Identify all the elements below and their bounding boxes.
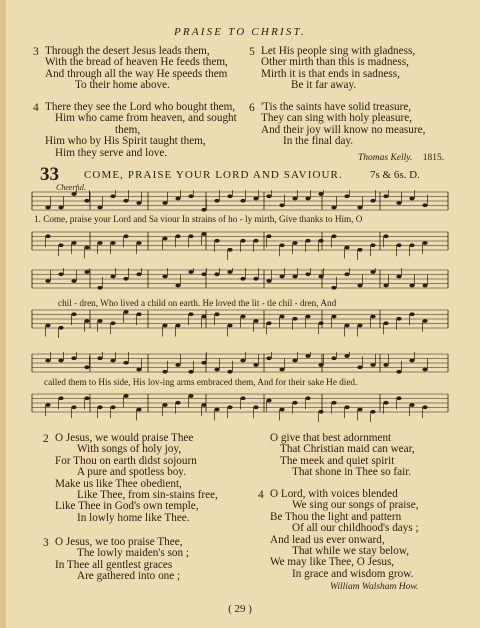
note-head — [175, 197, 180, 201]
year: 1815. — [422, 153, 445, 163]
note-head — [344, 354, 349, 358]
note-head — [370, 199, 375, 203]
note-head — [331, 401, 336, 405]
verse-3 — [33, 45, 228, 92]
verse-line: The lowly maiden's son ; — [77, 547, 190, 560]
note-head — [97, 319, 102, 323]
verse-line: And lead us ever onward, — [270, 533, 385, 546]
note-head — [58, 243, 63, 247]
verse-2 — [43, 432, 218, 524]
note-head — [45, 234, 50, 238]
note-head — [123, 199, 128, 203]
note-head — [409, 312, 414, 316]
verse-line: Are gathered into one ; — [77, 570, 181, 583]
verse-number: 5 — [249, 46, 255, 58]
note-head — [136, 241, 141, 245]
note-head — [331, 286, 336, 290]
note-head — [45, 359, 50, 363]
verse-line: Other mirth than this is madness, — [261, 56, 409, 69]
note-head — [201, 315, 206, 319]
note-head — [422, 368, 427, 372]
note-head — [201, 403, 206, 407]
hymn-title: COME, PRAISE YOUR LORD AND SAVIOUR. — [84, 169, 343, 181]
note-head — [123, 234, 128, 238]
verse-line: Let His people sing with gladness, — [261, 45, 416, 57]
verse-line: Make us like Thee obedient, — [55, 477, 182, 490]
note-head — [84, 396, 89, 400]
note-head — [396, 317, 401, 321]
note-head — [240, 277, 245, 281]
note-head — [201, 361, 206, 365]
note-head — [227, 270, 232, 274]
note-head — [58, 206, 63, 210]
note-head — [162, 237, 167, 241]
page-edge — [0, 0, 6, 628]
note-head — [357, 206, 362, 210]
note-head — [318, 192, 323, 196]
note-head — [305, 239, 310, 243]
verse-line: Him they serve and love. — [55, 146, 168, 159]
note-head — [123, 310, 128, 314]
note-head — [266, 399, 271, 403]
note-head — [123, 277, 128, 281]
note-head — [370, 410, 375, 414]
note-head — [422, 241, 427, 245]
note-head — [136, 408, 141, 412]
verse-line: That Christian maid can wear, — [280, 443, 415, 456]
verse-line: And through all the way He speeds them — [45, 67, 228, 80]
note-head — [227, 324, 232, 328]
note-head — [279, 368, 284, 372]
note-head — [292, 359, 297, 363]
note-head — [383, 194, 388, 198]
verse-line: With songs of holy joy, — [77, 443, 182, 456]
note-head — [123, 394, 128, 398]
verse-line: O give that best adornment — [270, 432, 392, 444]
note-head — [240, 239, 245, 243]
note-head — [240, 199, 245, 203]
note-head — [292, 401, 297, 405]
note-head — [292, 197, 297, 201]
note-head — [396, 243, 401, 247]
note-head — [396, 370, 401, 374]
note-head — [58, 272, 63, 276]
verse-number: 4 — [33, 102, 39, 114]
page-number: ( 29 ) — [228, 603, 252, 615]
verse-line: O Jesus, we too praise Thee, — [55, 536, 183, 548]
note-head — [266, 321, 271, 325]
verse-line: Him who by His Spirit taught them, — [45, 135, 206, 148]
note-head — [383, 234, 388, 238]
note-head — [292, 275, 297, 279]
note-head — [84, 270, 89, 274]
note-head — [266, 279, 271, 283]
note-head — [71, 192, 76, 196]
verse-line: We may like Thee, O Jesus, — [270, 556, 395, 569]
verse-line: For Thou on earth didst sojourn — [55, 454, 197, 467]
verse-line: That while we stay below, — [292, 545, 410, 558]
verse-line: Mirth it is that ends in sadness, — [261, 67, 400, 80]
note-head — [175, 324, 180, 328]
verse-line: With the bread of heaven He feeds them, — [45, 56, 228, 69]
note-head — [188, 194, 193, 198]
note-head — [45, 279, 50, 283]
verse-line: In grace and wisdom grow. — [292, 567, 414, 580]
note-head — [71, 405, 76, 409]
note-head — [240, 359, 245, 363]
top-attribution — [358, 153, 444, 163]
verse-line: And their joy will know no measure, — [261, 123, 426, 136]
note-head — [383, 321, 388, 325]
note-head — [383, 401, 388, 405]
verse-line: 'Tis the saints have solid treasure, — [261, 101, 412, 113]
note-head — [110, 321, 115, 325]
note-head — [136, 201, 141, 205]
author: Thomas Kelly. — [358, 153, 413, 163]
note-head — [227, 370, 232, 374]
verse-3-continuation — [270, 433, 415, 479]
verse-line: Like Thee, from sin-stains free, — [77, 489, 218, 502]
note-head — [188, 312, 193, 316]
note-head — [253, 239, 258, 243]
note-head — [175, 284, 180, 288]
note-head — [409, 197, 414, 201]
note-head — [110, 275, 115, 279]
note-head — [188, 270, 193, 274]
verse-line: Through the desert Jesus leads them, — [45, 45, 210, 57]
note-head — [201, 232, 206, 236]
note-head — [266, 234, 271, 238]
note-head — [214, 408, 219, 412]
note-head — [344, 246, 349, 250]
note-head — [279, 315, 284, 319]
verse-3-bottom — [43, 536, 190, 583]
note-head — [253, 363, 258, 367]
note-head — [227, 405, 232, 409]
note-head — [370, 243, 375, 247]
note-head — [409, 403, 414, 407]
note-head — [97, 241, 102, 245]
music-system-3 — [30, 352, 450, 422]
note-head — [175, 363, 180, 367]
note-head — [123, 361, 128, 365]
note-head — [136, 272, 141, 276]
verse-line: them, — [115, 123, 141, 136]
lyric-line-2: chil - dren, Who lived a child on earth. He loved the lit - tle chil - dren, And — [58, 298, 337, 308]
hymn-meter: 7s & 6s. D. — [370, 169, 420, 181]
note-head — [162, 275, 167, 279]
note-head — [279, 243, 284, 247]
note-head — [253, 319, 258, 323]
note-head — [188, 394, 193, 398]
note-head — [279, 275, 284, 279]
note-head — [175, 401, 180, 405]
note-head — [214, 312, 219, 316]
note-head — [344, 405, 349, 409]
note-head — [357, 284, 362, 288]
note-head — [227, 194, 232, 198]
verse-line: There they see the Lord who bought them, — [45, 101, 236, 113]
note-head — [214, 272, 219, 276]
note-head — [305, 354, 310, 358]
note-head — [318, 275, 323, 279]
note-head — [84, 365, 89, 369]
note-head — [253, 277, 258, 281]
note-head — [279, 408, 284, 412]
hymn-attribution: William Walsham How. — [330, 582, 419, 592]
note-head — [318, 410, 323, 414]
note-head — [292, 241, 297, 245]
note-head — [409, 359, 414, 363]
verse-5 — [249, 45, 416, 92]
music-staves — [30, 352, 450, 422]
note-head — [58, 359, 63, 363]
verse-line: The meek and quiet spirit — [280, 454, 395, 467]
running-title: PRAISE TO CHRIST. — [173, 26, 307, 38]
note-head — [409, 243, 414, 247]
note-head — [357, 408, 362, 412]
note-head — [71, 241, 76, 245]
note-head — [175, 234, 180, 238]
note-head — [110, 359, 115, 363]
note-head — [84, 246, 89, 250]
note-head — [396, 275, 401, 279]
note-head — [253, 197, 258, 201]
verse-4 — [33, 101, 237, 159]
note-head — [370, 363, 375, 367]
note-head — [97, 405, 102, 409]
music-system-1 — [30, 190, 450, 260]
note-head — [331, 356, 336, 360]
verse-line: In Thee all gentlest graces — [55, 558, 173, 571]
note-head — [266, 194, 271, 198]
note-head — [136, 368, 141, 372]
note-head — [97, 286, 102, 290]
note-head — [266, 356, 271, 360]
lyric-line-1: 1. Come, praise your Lord and Sa viour In strains of ho - ly mirth, Give thanks to Him, O — [34, 214, 363, 224]
tempo-marking: Cheerful. — [56, 183, 86, 192]
note-head — [344, 194, 349, 198]
lyric-line-3: called them to His side, His lov-ing arms embraced them, And for their sake He died. — [44, 377, 358, 387]
note-head — [357, 324, 362, 328]
verse-6 — [249, 101, 426, 148]
verse-line: A pure and spotless boy. — [77, 466, 186, 479]
note-head — [305, 197, 310, 201]
note-head — [344, 272, 349, 276]
note-head — [305, 272, 310, 276]
note-head — [422, 319, 427, 323]
note-head — [45, 324, 50, 328]
note-head — [383, 284, 388, 288]
verse-line: In the final day. — [283, 135, 354, 148]
note-head — [58, 396, 63, 400]
note-head — [71, 356, 76, 360]
note-head — [162, 370, 167, 374]
verse-line: O Jesus, we would praise Thee — [55, 432, 194, 444]
note-head — [162, 403, 167, 407]
verse-number: 4 — [258, 489, 264, 501]
note-head — [136, 312, 141, 316]
verse-number: 6 — [249, 102, 255, 114]
note-head — [84, 319, 89, 323]
note-head — [318, 239, 323, 243]
note-head — [422, 203, 427, 207]
note-head — [396, 396, 401, 400]
note-head — [71, 312, 76, 316]
note-head — [240, 315, 245, 319]
note-head — [97, 356, 102, 360]
note-head — [214, 199, 219, 203]
note-head — [331, 234, 336, 238]
note-head — [344, 324, 349, 328]
note-head — [188, 370, 193, 374]
verse-line: We sing our songs of praise, — [292, 499, 419, 512]
note-head — [318, 321, 323, 325]
note-head — [409, 284, 414, 288]
verse-line: That shone in Thee so fair. — [292, 466, 412, 479]
verse-line: Be Thou the light and pattern — [270, 510, 402, 523]
note-head — [279, 203, 284, 207]
verse-number: 3 — [43, 537, 49, 549]
note-head — [422, 284, 427, 288]
verse-line: O Lord, with voices blended — [270, 488, 398, 500]
note-head — [227, 248, 232, 252]
hymn-number: 33 — [40, 164, 59, 185]
note-head — [162, 324, 167, 328]
verse-4-bottom — [258, 488, 419, 580]
note-head — [357, 248, 362, 252]
note-head — [305, 315, 310, 319]
verse-line: Be it far away. — [291, 79, 357, 92]
verse-line: Of all our childhood's days ; — [292, 522, 419, 535]
note-head — [214, 239, 219, 243]
note-head — [214, 368, 219, 372]
note-head — [292, 317, 297, 321]
note-head — [370, 270, 375, 274]
verse-line: Like Thee in God's own temple, — [55, 500, 199, 513]
note-head — [357, 365, 362, 369]
verse-number: 2 — [43, 433, 49, 445]
verse-line: Him who came from heaven, and sought — [55, 112, 237, 125]
note-head — [201, 208, 206, 212]
note-head — [422, 405, 427, 409]
note-head — [97, 206, 102, 210]
note-head — [45, 206, 50, 210]
note-head — [110, 241, 115, 245]
verse-line: In lowly home like Thee. — [77, 511, 190, 524]
note-head — [383, 363, 388, 367]
note-head — [188, 234, 193, 238]
note-head — [240, 396, 245, 400]
note-head — [305, 396, 310, 400]
note-head — [331, 315, 336, 319]
verse-number: 3 — [33, 46, 39, 58]
note-head — [110, 405, 115, 409]
note-head — [331, 206, 336, 210]
note-head — [84, 199, 89, 203]
verse-line: To their home above. — [75, 79, 170, 92]
verse-line: They can sing with holy pleasure, — [261, 112, 412, 125]
note-head — [396, 201, 401, 205]
note-head — [45, 403, 50, 407]
music-staves — [30, 190, 450, 260]
note-head — [71, 279, 76, 283]
note-head — [58, 326, 63, 330]
note-head — [201, 272, 206, 276]
note-head — [253, 405, 258, 409]
note-head — [370, 315, 375, 319]
note-head — [318, 363, 323, 367]
note-head — [162, 201, 167, 205]
note-head — [110, 194, 115, 198]
